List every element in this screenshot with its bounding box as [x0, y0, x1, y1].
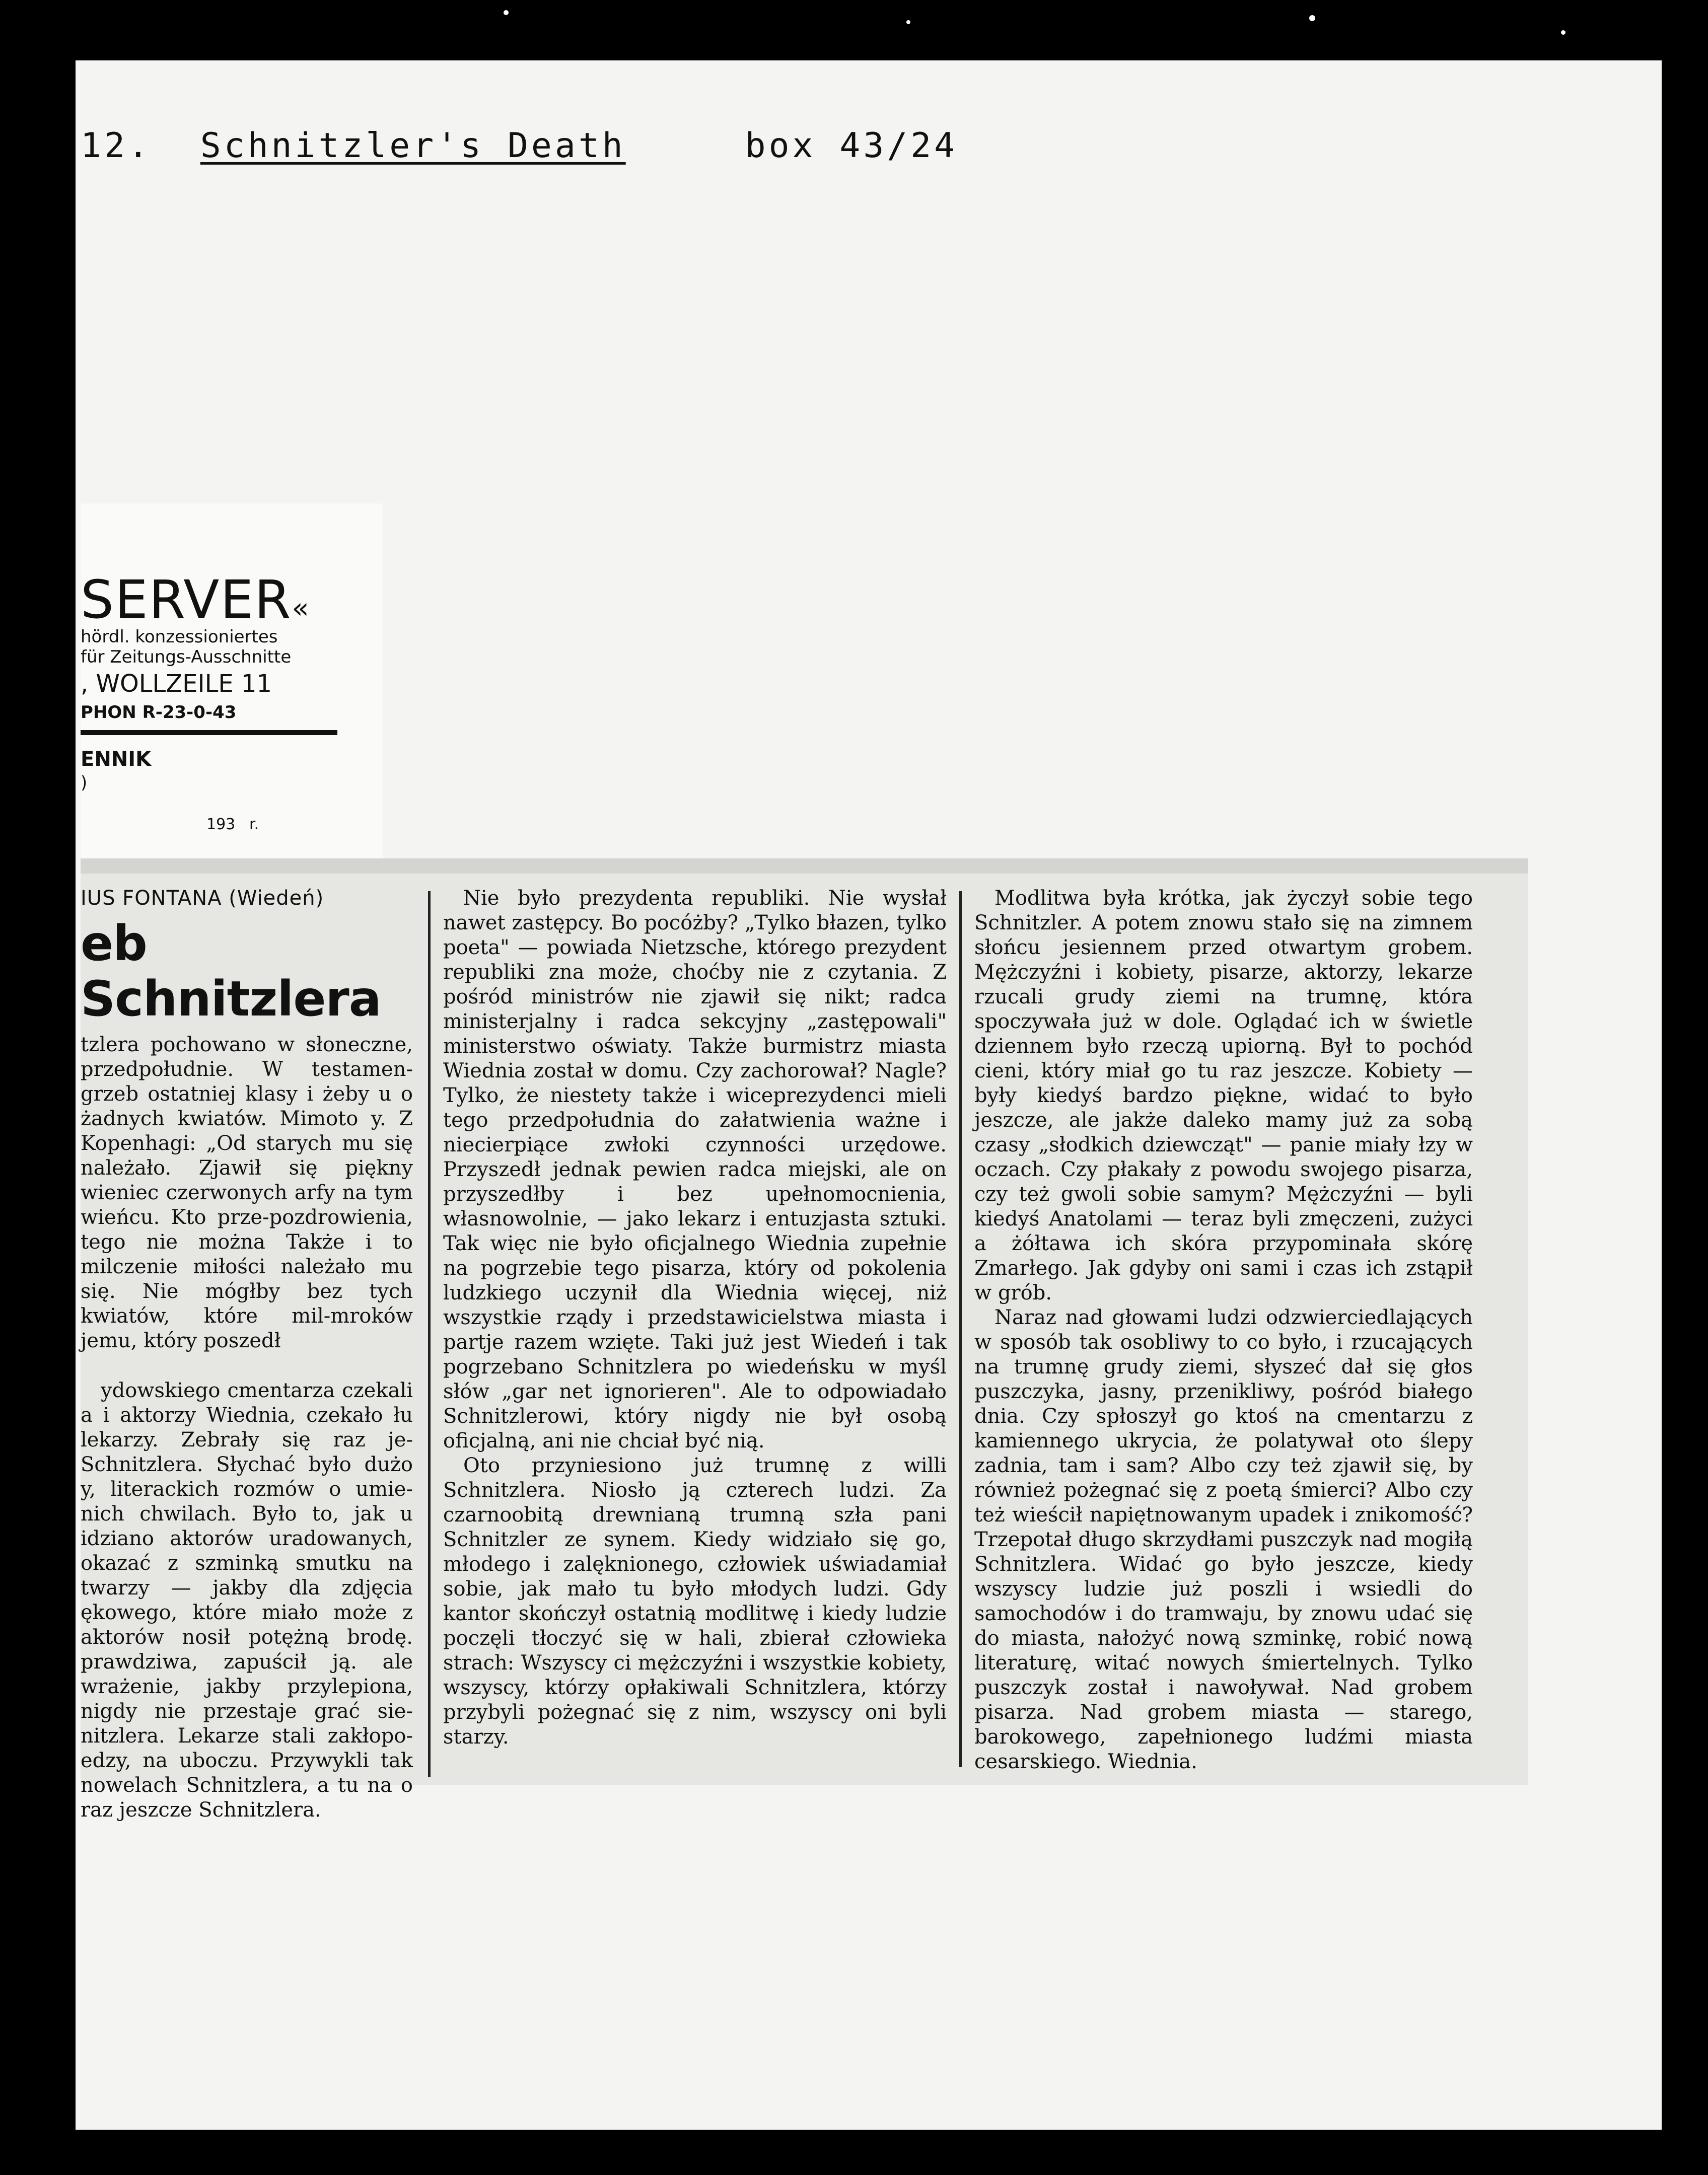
article-paragraph: tzlera pochowano w słoneczne, przedpołudnie. W testamen-grzeb ostatniej klasy i żeby u o żadnych kwiatów. Mimoto y. Z Kopenhagi: „Od starych mu się należało. Zjawił się piękny wieniec czerwonych arfy na tym wieńcu. Kto prze-pozdrowienia, tego nie można Także i to milczenie miłości należało mu się. Nie mógłby bez tych kwiatów, które mil-mroków jemu, który poszedł: [81, 1033, 413, 1352]
stamp-paren: ): [81, 773, 88, 793]
stamp-line1: hördl. konzessioniertes: [81, 627, 278, 647]
stamp-brand-text: SERVER: [81, 569, 292, 630]
clipping-edge: [81, 858, 1528, 874]
article-column-2: [443, 886, 947, 1750]
article-column-1: [81, 886, 413, 1823]
header-title: Schnitzler's Death: [200, 126, 626, 166]
film-speck: [1309, 15, 1315, 21]
stamp-date-fragment: 193: [206, 816, 236, 833]
archive-header: [81, 126, 958, 166]
stamp-address: , WOLLZEILE 11: [81, 670, 272, 698]
stamp-date-suffix: r.: [249, 816, 259, 833]
article-paragraph: Modlitwa była krótka, jak życzył sobie tego Schnitzler. A potem znowu stało się na zimnem słońcu jesiennem przed otwartym grobem. Mężczyźni i kobiety, pisarze, aktorzy, lekarze rzucali grudy ziemi na trumnę, która spoczywała już w dole. Oglądać ich w świetle dziennem było rzeczą upiorną. Był to pochód cieni, który miał go tu raz jeszcze. Kobiety — były kiedyś bardzo piękne, widać to było jeszcze, ale jakże daleko mamy już za sobą czasy „słodkich dziewcząt" — panie miały łzy w oczach. Czy płakały z powodu swojego pisarza, czy też gwoli sobie samym? Mężczyźni — byli kiedyś Anatolami — teraz byli zmęczeni, zużyci a żółtawa ich skóra przypominała skórę Zmarłego. Jak gdyby oni sami i czas ich zstąpił w grób.: [974, 887, 1473, 1304]
column-rule: [959, 891, 962, 1767]
header-box: box 43/24: [745, 126, 958, 166]
clipping-service-stamp: [81, 503, 383, 866]
stamp-line2: für Zeitungs-Ausschnitte: [81, 647, 292, 667]
header-number: 12.: [81, 126, 152, 166]
film-speck: [504, 10, 509, 15]
film-speck: [906, 20, 910, 24]
stamp-paper: ENNIK: [81, 748, 152, 771]
stamp-brand-mark: «: [292, 592, 310, 625]
article-paragraph: Nie było prezydenta republiki. Nie wysłał nawet zastępcy. Bo pocóżby? „Tylko błazen, tylko poeta" — powiada Nietzsche, którego prezydent republiki zna może, choćby nie z czytania. Z pośród ministrów nie zjawił się nikt; radca ministerjalny i radca sekcyjny „zastępowali" ministerstwo oświaty. Także burmistrz miasta Wiednia został w domu. Czy zachorował? Nagle? Tylko, że niestety także i wiceprezydenci mieli tego przedpołudnia do załatwienia ważne i niecierpiące zwłoki czynności urzędowe. Przyszedł jednak pewien radca miejski, ale on przyszedłby i bez upełnomocnienia, własnowolnie, — jako lekarz i entuzjasta sztuki. Tak więc nie było oficjalnego Wiednia zupełnie na pogrzebie tego pisarza, który od pokolenia ludzkiego uczynił dla Wiednia więcej, niż wszystkie rządy i przedstawicielstwa miasta i partje razem wzięte. Taki już jest Wiedeń i tak pogrzebano Schnitzlera po wiedeńsku w myśl słów „gar net ignorieren". Ale to odpowiadało Schnitzlerowi, który nigdy nie był osobą oficjalną, ani nie chciał być nią.: [443, 887, 947, 1453]
stamp-brand: [81, 569, 310, 630]
stamp-phone: PHON R-23-0-43: [81, 702, 237, 722]
article-paragraph: Naraz nad głowami ludzi odzwierciedlających w sposób tak osobliwy to co było, i rzucających na trumnę grudy ziemi, słyszeć dał się głos puszczyka, jasny, przenikliwy, pośród białego dnia. Czy spłoszył go ktoś na cmentarzu z kamiennego ukrycia, że polatywał oto ślepy zadnia, tam i sam? Albo czy też zjawił się, by również pożegnać się z poetą śmierci? Albo czy też wieścił napiętnowanym upadek i znikomość? Trzepotał długo skrzydłami puszczyk nad mogiłą Schnitzlera. Widać go było jeszcze, kiedy wszyscy ludzie już poszli i wsiedli do samochodów i do tramwaju, by znowu udać się do miasta, nałożyć nową szminkę, robić nową literaturę, witać nowych śmiertelnych. Tylko puszczyk został i nawoływał. Nad grobem pisarza. Nad grobem miasta — starego, barokowego, zapełnionego ludźmi miasta cesarskiego. Wiednia.: [974, 1306, 1473, 1773]
article-paragraph: ydowskiego cmentarza czekali a i aktorzy Wiednia, czekało łu lekarzy. Zebrały się raz je-Schnitzlera. Słychać było dużo y, literackich rozmów o umie-nich chwilach. Było to, jak u idziano aktorów uradowanych, okazać z szminką smutku na twarzy — jakby dla zdjęcia ękowego, które miało może z aktorów nosił potężną brodę. prawdziwa, zapuścił ją. ale wrażenie, jakby przylepiona, nigdy nie przestaje grać sie-nitzlera. Lekarze stali zakłopo-edzy, na uboczu. Przywykli tak nowelach Schnitzlera, a tu na o raz jeszcze Schnitzlera.: [81, 1379, 413, 1822]
article-paragraph: Oto przyniesiono już trumnę z willi Schnitzlera. Niosło ją czterech ludzi. Za czarnoobitą drewnianą trumną szła pani Schnitzler ze synem. Kiedy widziało się go, młodego i zalęknionego, człowiek uświadamiał sobie, jak mało tu było młodych ludzi. Gdy kantor skończył ostatnią modlitwę i kiedy ludzie poczęli tłoczyć się w hali, zbierał człowieka strach: Wszyscy ci mężczyźni i wszystkie kobiety, wszyscy, którzy opłakiwali Schnitzlera, którzy przybyli pożegnać się z nim, wszyscy oni byli starzy.: [443, 1454, 947, 1749]
column-rule: [428, 891, 431, 1777]
article-column-3: [974, 886, 1473, 1774]
stamp-rule: [81, 730, 337, 735]
article-byline: IUS FONTANA (Wiedeń): [81, 887, 324, 910]
article-headline: eb Schnitzlera: [81, 915, 381, 1027]
film-speck: [1561, 30, 1565, 35]
